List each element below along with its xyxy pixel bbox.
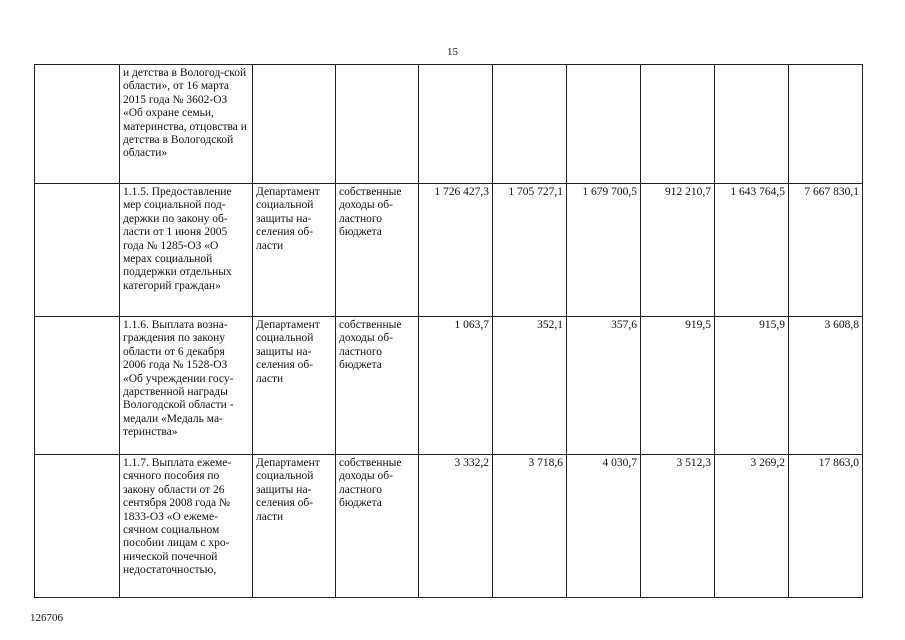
year-1-value-cell bbox=[419, 65, 493, 184]
executor-cell: Департамент социальной защиты на-селения об-ласти bbox=[253, 455, 336, 598]
funding-source-cell bbox=[336, 65, 419, 184]
year-4-value-cell: 3 512,3 bbox=[641, 455, 715, 598]
funding-source-cell: собственные доходы об-ластного бюджета bbox=[336, 455, 419, 598]
total-value-cell: 17 863,0 bbox=[789, 455, 863, 598]
table-row bbox=[35, 317, 863, 455]
executor-cell: Департамент социальной защиты на-селения об-ласти bbox=[253, 317, 336, 455]
empty-cell bbox=[35, 65, 120, 184]
year-3-value-cell bbox=[567, 65, 641, 184]
executor-cell bbox=[253, 65, 336, 184]
year-3-value-cell: 1 679 700,5 bbox=[567, 184, 641, 317]
program-table bbox=[34, 64, 863, 598]
empty-cell bbox=[35, 184, 120, 317]
empty-cell bbox=[35, 455, 120, 598]
table-row bbox=[35, 184, 863, 317]
year-5-value-cell: 915,9 bbox=[715, 317, 789, 455]
total-value-cell: 3 608,8 bbox=[789, 317, 863, 455]
year-4-value-cell: 919,5 bbox=[641, 317, 715, 455]
funding-source-cell: собственные доходы об-ластного бюджета bbox=[336, 317, 419, 455]
year-2-value-cell: 352,1 bbox=[493, 317, 567, 455]
year-4-value-cell bbox=[641, 65, 715, 184]
year-2-value-cell bbox=[493, 65, 567, 184]
total-value-cell bbox=[789, 65, 863, 184]
measure-name-cell: и детства в Вологод-ской области», от 16 марта 2015 года № 3602-ОЗ «Об охране семьи, материнства, отцовства и детства в Вологодской области» bbox=[120, 65, 253, 184]
table-row bbox=[35, 455, 863, 598]
year-1-value-cell: 3 332,2 bbox=[419, 455, 493, 598]
document-code: 126706 bbox=[30, 612, 63, 624]
year-1-value-cell: 1 063,7 bbox=[419, 317, 493, 455]
year-2-value-cell: 1 705 727,1 bbox=[493, 184, 567, 317]
empty-cell bbox=[35, 317, 120, 455]
year-2-value-cell: 3 718,6 bbox=[493, 455, 567, 598]
page-number: 15 bbox=[447, 46, 458, 58]
year-5-value-cell: 1 643 764,5 bbox=[715, 184, 789, 317]
table-row bbox=[35, 65, 863, 184]
year-5-value-cell bbox=[715, 65, 789, 184]
measure-name-cell: 1.1.7. Выплата ежеме-сячного пособия по закону области от 26 сентября 2008 года № 1833-ОЗ «О ежеме-сячном социальном пособии лицам с хро-нической почечной недостаточностью, bbox=[120, 455, 253, 598]
year-1-value-cell: 1 726 427,3 bbox=[419, 184, 493, 317]
total-value-cell: 7 667 830,1 bbox=[789, 184, 863, 317]
year-3-value-cell: 4 030,7 bbox=[567, 455, 641, 598]
year-4-value-cell: 912 210,7 bbox=[641, 184, 715, 317]
measure-name-cell: 1.1.5. Предоставление мер социальной под-держки по закону об-ласти от 1 июня 2005 года № 1285-ОЗ «О мерах социальной поддержки отдельных категорий граждан» bbox=[120, 184, 253, 317]
executor-cell: Департамент социальной защиты на-селения об-ласти bbox=[253, 184, 336, 317]
year-3-value-cell: 357,6 bbox=[567, 317, 641, 455]
measure-name-cell: 1.1.6. Выплата возна-граждения по закону области от 6 декабря 2006 года № 1528-ОЗ «Об учреждении госу-дарственной награды Вологодской области - медали «Медаль ма-теринства» bbox=[120, 317, 253, 455]
funding-source-cell: собственные доходы об-ластного бюджета bbox=[336, 184, 419, 317]
year-5-value-cell: 3 269,2 bbox=[715, 455, 789, 598]
